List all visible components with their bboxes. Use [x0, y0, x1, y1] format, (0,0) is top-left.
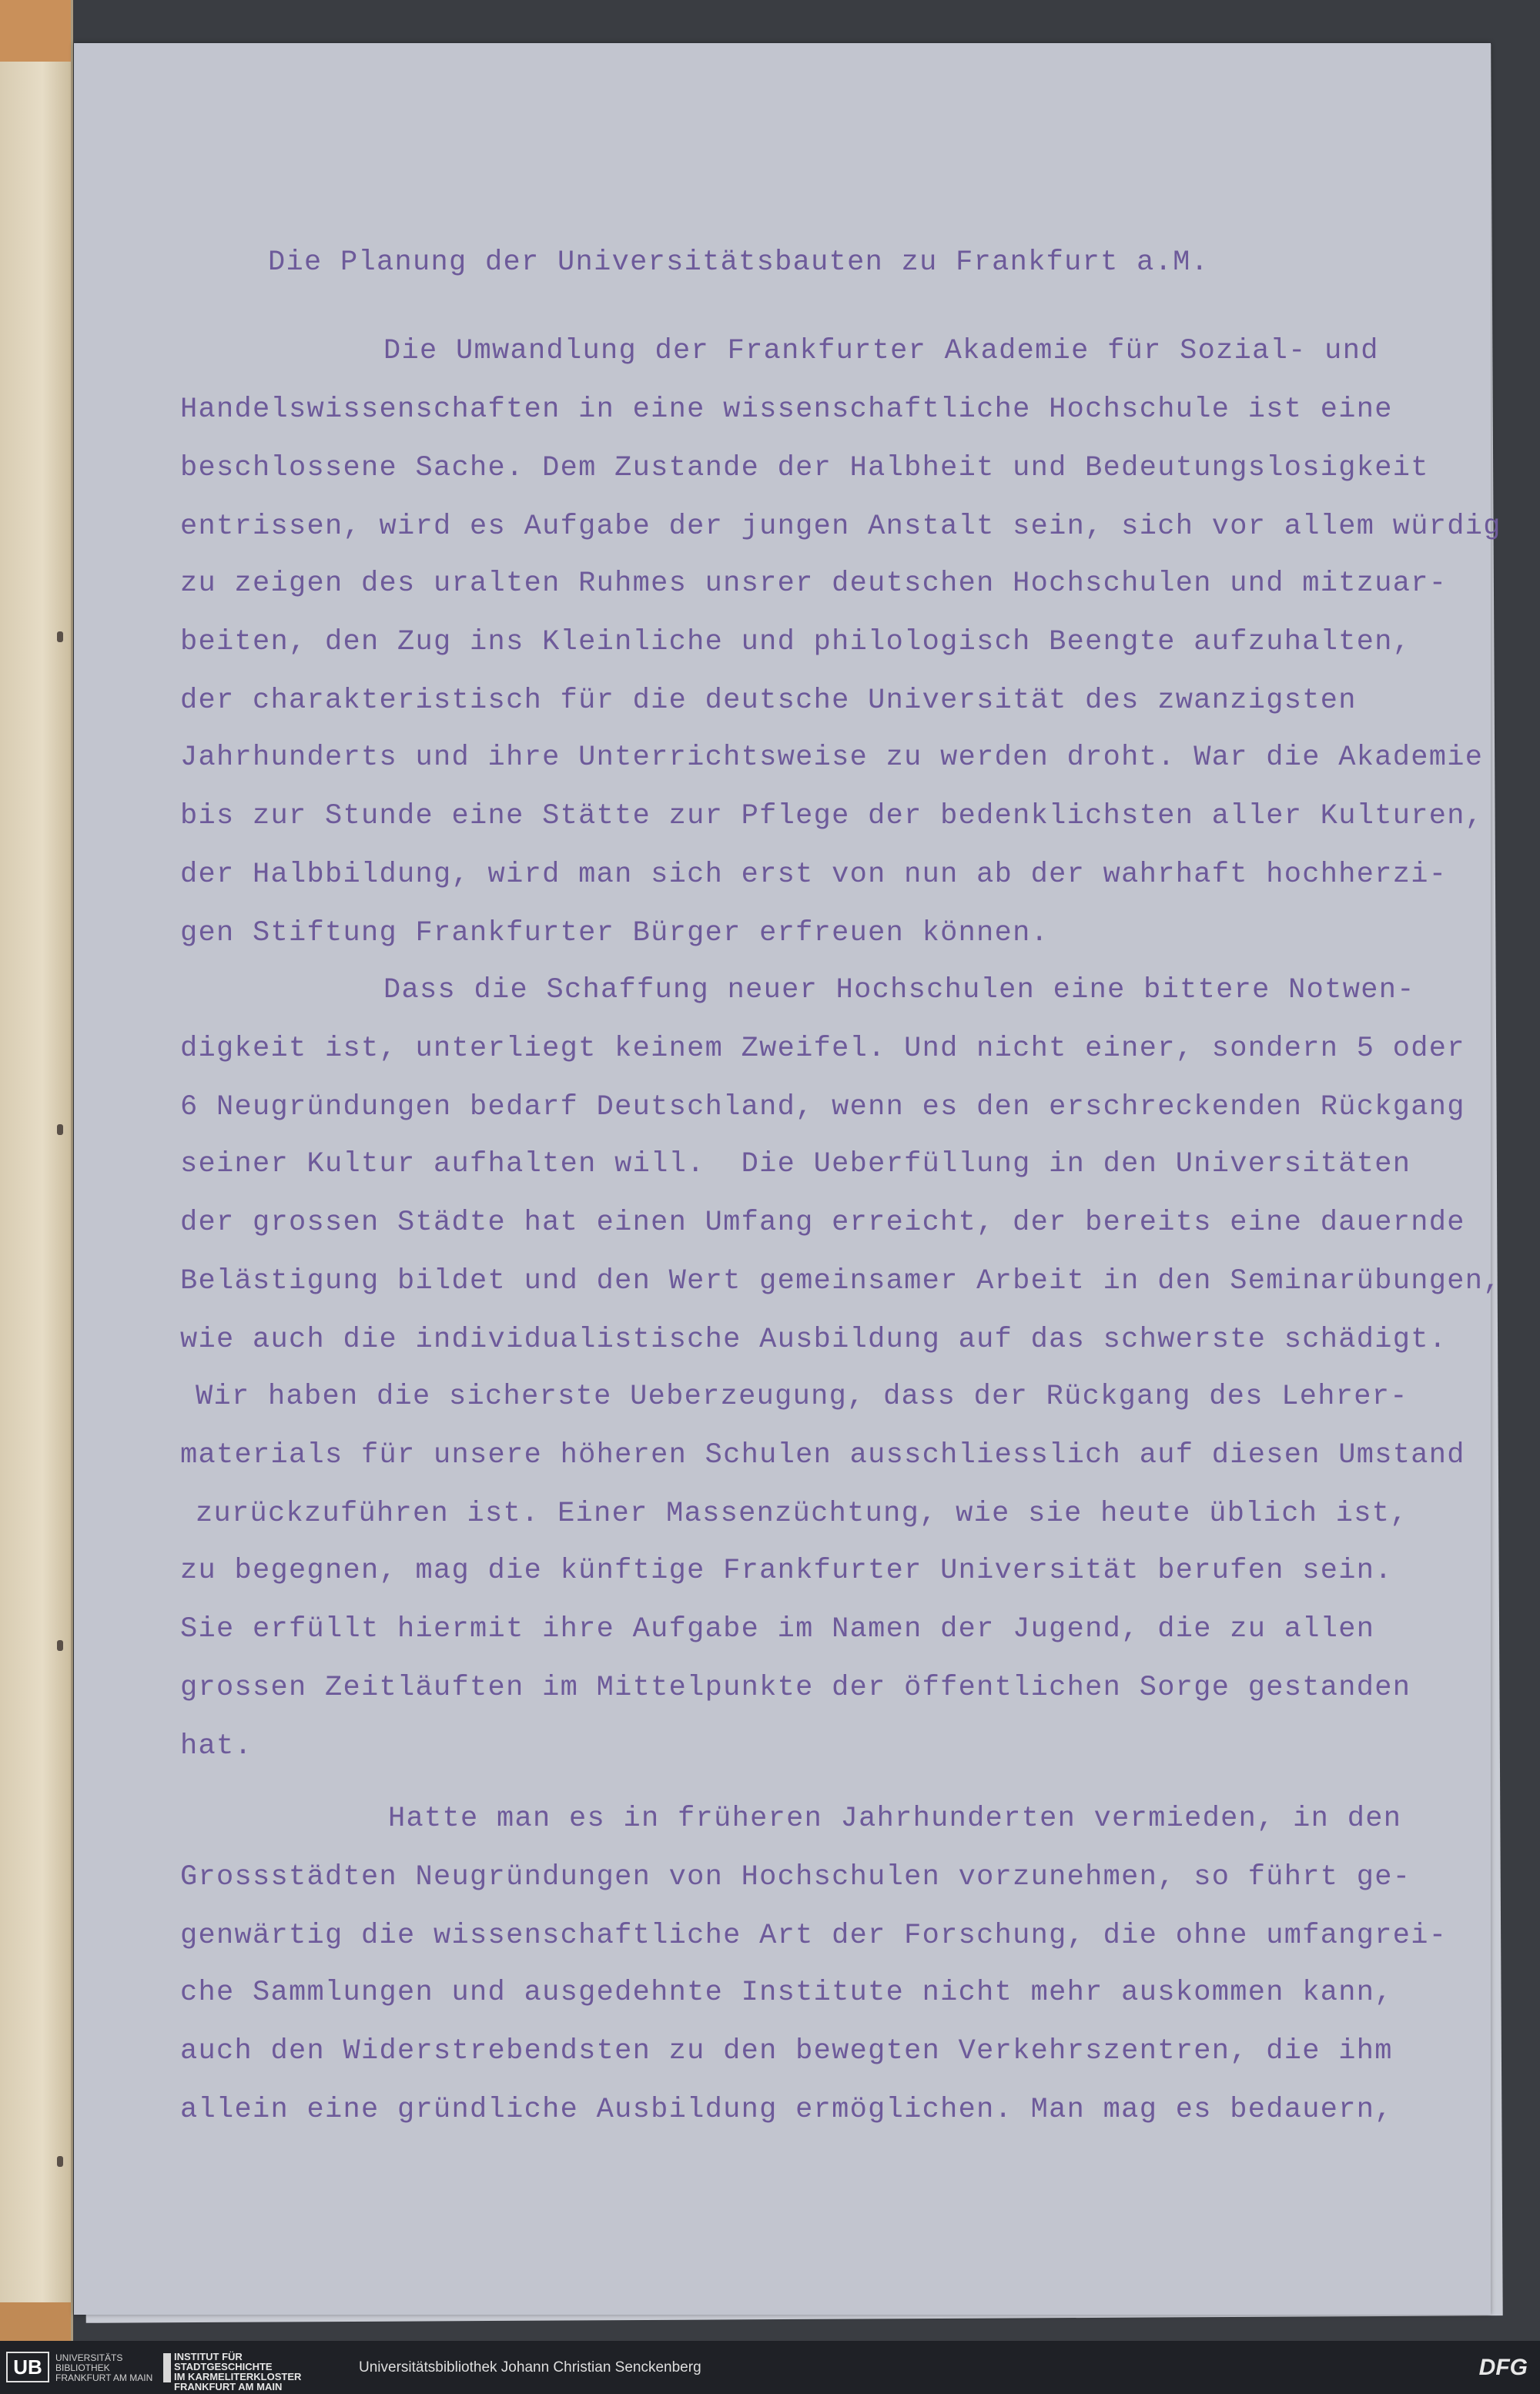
- text-line: wie auch die individualistische Ausbildung auf das schwerste schädigt.: [180, 1324, 1448, 1356]
- binding-hole: [57, 631, 63, 642]
- dfg-logo[interactable]: DFG: [1478, 2355, 1528, 2380]
- text-line: Grossstädten Neugründungen von Hochschulen vorzunehmen, so führt ge-: [180, 1861, 1411, 1893]
- text-line: zu begegnen, mag die künftige Frankfurter Universität berufen sein.: [180, 1555, 1393, 1587]
- text-line: Jahrhunderts und ihre Unterrichtsweise zu werden droht. War die Akademie: [180, 742, 1484, 774]
- text-line: der charakteristisch für die deutsche Universität des zwanzigsten: [180, 685, 1357, 717]
- text-line: Hatte man es in früheren Jahrhunderten vermieden, in den: [388, 1803, 1402, 1835]
- text-line: der Halbbildung, wird man sich erst von nun ab der wahrhaft hochherzi-: [180, 859, 1448, 891]
- document-page: [74, 43, 1502, 2315]
- cover-edge-top: [0, 0, 71, 62]
- text-line: gen Stiftung Frankfurter Bürger erfreuen können.: [180, 917, 1050, 949]
- text-line: genwärtig die wissenschaftliche Art der Forschung, die ohne umfangrei-: [180, 1920, 1448, 1952]
- text-line: der grossen Städte hat einen Umfang erreicht, der bereits eine dauernde: [180, 1207, 1465, 1239]
- text-line: 6 Neugründungen bedarf Deutschland, wenn es den erschreckenden Rückgang: [180, 1091, 1465, 1123]
- cover-edge-bottom: [0, 2302, 71, 2341]
- text-line: beschlossene Sache. Dem Zustande der Halbheit und Bedeutungslosigkeit: [180, 452, 1429, 484]
- text-line: materials für unsere höheren Schulen ausschliesslich auf diesen Umstand: [180, 1439, 1465, 1472]
- text-line: auch den Widerstrebendsten zu den bewegten Verkehrszentren, die ihm: [180, 2035, 1393, 2068]
- text-line: allein eine gründliche Ausbildung ermöglichen. Man mag es bedauern,: [180, 2094, 1393, 2126]
- library-name: Universitätsbibliothek Johann Christian Senckenberg: [359, 2359, 701, 2376]
- text-line: Wir haben die sicherste Ueberzeugung, dass der Rückgang des Lehrer-: [196, 1381, 1408, 1413]
- text-line: Die Umwandlung der Frankfurter Akademie für Sozial- und: [383, 335, 1379, 367]
- binding-hole: [57, 1640, 63, 1651]
- text-line: che Sammlungen und ausgedehnte Institute nicht mehr auskommen kann,: [180, 1977, 1393, 2009]
- text-line: beiten, den Zug ins Kleinliche und philologisch Beengte aufzuhalten,: [180, 626, 1411, 658]
- text-line: bis zur Stunde eine Stätte zur Pflege der bedenklichsten aller Kulturen,: [180, 800, 1484, 832]
- text-line: entrissen, wird es Aufgabe der jungen Anstalt sein, sich vor allem würdig: [180, 511, 1502, 543]
- institute-logo-icon: [163, 2353, 171, 2382]
- viewer-footer: [0, 2341, 1540, 2394]
- institute-logo-label[interactable]: INSTITUT FÜR STADTGESCHICHTE IM KARMELITERKLOSTER FRANKFURT AM MAIN: [174, 2351, 302, 2392]
- binding-hole: [57, 1124, 63, 1135]
- text-line: zu zeigen des uralten Ruhmes unsrer deutschen Hochschulen und mitzuar-: [180, 568, 1448, 600]
- folder-cover: [0, 0, 73, 2341]
- ub-logo[interactable]: UB: [6, 2352, 49, 2382]
- text-line: Dass die Schaffung neuer Hochschulen eine bittere Notwen-: [383, 974, 1415, 1006]
- text-line: zurückzuführen ist. Einer Massenzüchtung, wie sie heute üblich ist,: [196, 1498, 1408, 1530]
- ub-logo-label: UNIVERSITÄTS BIBLIOTHEK FRANKFURT AM MAIN: [55, 2352, 153, 2383]
- text-line: digkeit ist, unterliegt keinem Zweifel. Und nicht einer, sondern 5 oder: [180, 1033, 1465, 1065]
- text-line: Handelswissenschaften in eine wissenschaftliche Hochschule ist eine: [180, 393, 1393, 426]
- text-line: Sie erfüllt hiermit ihre Aufgabe im Namen der Jugend, die zu allen: [180, 1613, 1375, 1646]
- text-line: seiner Kultur aufhalten will. Die Ueberfüllung in den Universitäten: [180, 1148, 1411, 1180]
- document-title: Die Planung der Universitätsbauten zu Frankfurt a.M.: [268, 246, 1210, 279]
- text-line: Belästigung bildet und den Wert gemeinsamer Arbeit in den Seminarübungen,: [180, 1265, 1502, 1297]
- text-line: hat.: [180, 1730, 253, 1763]
- binding-hole: [57, 2156, 63, 2167]
- text-line: grossen Zeitläuften im Mittelpunkte der öffentlichen Sorge gestanden: [180, 1672, 1411, 1704]
